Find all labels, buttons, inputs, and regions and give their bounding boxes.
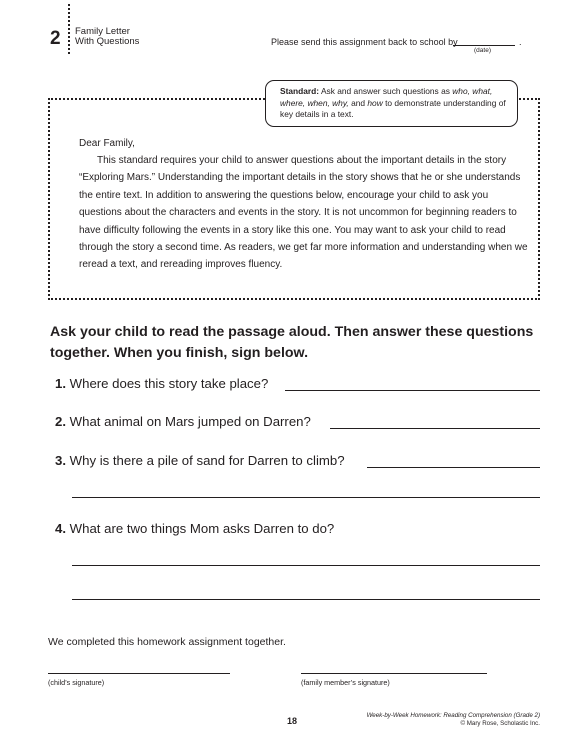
answer-line-2[interactable] [330,428,540,429]
date-label: (date) [474,47,491,54]
letter-greeting: Dear Family, [79,138,135,149]
instructions: Ask your child to read the passage aloud. Then answer these questions together. When you finish, sign below. [50,324,534,361]
answer-line-4a[interactable] [72,565,540,566]
question-2 [55,414,311,429]
send-back-text: Please send this assignment back to school by [271,37,458,47]
question-4 [55,521,334,536]
letter-body [79,152,531,274]
lesson-title [75,27,139,47]
standard-label: Standard: [280,86,320,96]
standard-text-b: and [348,97,368,108]
question-text: What animal on Mars jumped on Darren? [69,414,311,429]
send-back-period: . [519,37,522,47]
standard-text-a: Ask and answer such questions as [319,86,453,96]
child-signature-line[interactable] [48,673,230,674]
family-signature-line[interactable] [301,673,487,674]
question-1 [55,376,268,391]
lesson-title-line-2: With Questions [75,36,140,47]
standard-how: how [367,97,383,108]
child-signature-label: (child’s signature) [48,678,105,687]
completion-statement: We completed this homework assignment together. [48,636,286,648]
lesson-number: 2 [50,28,61,49]
standard-question-words: who, what, where, when, why, [280,86,493,108]
question-text: Where does this story take place? [69,376,269,391]
standard-text-c: to demonstrate understanding of key details in a text. [280,97,506,119]
lesson-title-line-1: Family Letter [75,26,130,37]
question-text: What are two things Mom asks Darren to do? [69,521,335,536]
copyright: © Mary Rose, Scholastic Inc. [460,720,540,727]
standard-callout [265,80,518,127]
answer-line-4b[interactable] [72,599,540,600]
page-number: 18 [287,716,298,726]
answer-line-3b[interactable] [72,497,540,498]
answer-line-1[interactable] [285,390,540,391]
book-title: Week-by-Week Homework: Reading Comprehension (Grade 2) [366,712,540,719]
date-field[interactable] [453,45,515,46]
letter-body-text: This standard requires your child to answer questions about the important details in the story “Exploring Mars.” Understanding the important details in the story shows that he or she understands the entire text. In addition to answering the questions below, encourage your child to ask you questions about the characters and events in the story. It is not uncommon for beginning readers to have difficulty following the events in a story like this one. You may want to ask your child to read through the story a second time. As readers, we get far more information and understanding when we reread a text, and rereading improves fluency. [79,155,528,271]
question-number: 2. [55,414,66,429]
footer-credit [367,712,540,728]
question-number: 4. [55,521,66,536]
family-signature-label: (family member’s signature) [301,678,390,687]
header-dotted-rule [68,4,70,54]
question-number: 1. [55,376,66,391]
question-number: 3. [55,453,66,468]
question-3 [55,453,345,468]
question-text: Why is there a pile of sand for Darren to climb? [69,453,345,468]
answer-line-3a[interactable] [367,467,540,468]
